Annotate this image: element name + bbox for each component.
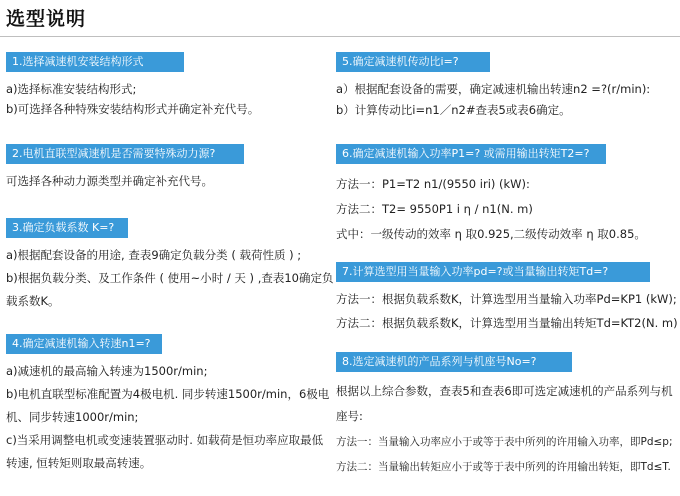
section-6 [336, 144, 646, 241]
section-8-heading: 8.选定减速机的产品系列与机座号No=? [336, 352, 572, 372]
section-5 [336, 52, 650, 117]
section-8-line-b: 座号: [336, 409, 363, 423]
section-8-line-a: 根据以上综合参数，查表5和查表6即可选定减速机的产品系列与机 [336, 384, 673, 398]
section-7 [336, 262, 678, 330]
section-5-line-a: a）根据配套设备的需要，确定减速机输出转速n2 =?(r/min): [336, 82, 651, 96]
section-7-line-b: 方法二：根据负载系数K，计算选型用当量输出转矩Td=KT2(N. m) [336, 316, 678, 330]
section-8-line-d: 方法二：当量输出转矩应小于或等于表中所列的许用输出转矩，即Td≤T. [336, 461, 671, 473]
section-4-line-d: c)当采用调整电机或变速装置驱动时. 如载荷是恒功率应取最低 [6, 433, 324, 447]
section-1-line-b: b)可选择各种特殊安装结构形式并确定补充代号。 [6, 102, 260, 116]
title-divider [0, 36, 680, 37]
section-4-heading: 4.确定减速机输入转速n1=? [6, 334, 162, 354]
section-3-heading: 3.确定负载系数 K=? [6, 218, 128, 238]
section-7-line-a: 方法一：根据负载系数K，计算选型用当量输入功率Pd=KP1 (kW); [336, 292, 677, 306]
section-8 [336, 352, 673, 474]
section-4-line-c: 机、同步转速1000r/min; [6, 410, 139, 424]
section-5-heading: 5.确定减速机传动比i=? [336, 52, 490, 72]
section-8-line-c: 方法一：当量输入功率应小于或等于表中所列的许用输入功率，即Pd≤p; [336, 436, 673, 448]
section-3-line-b: b)根据负载分类、及工作条件 ( 使用~小时 / 天 ) ,查表10确定负 [6, 271, 334, 285]
section-6-line-c: 式中：一级传动的效率 η 取0.925,二级传动效率 η 取0.85。 [336, 227, 646, 241]
section-4 [6, 334, 329, 470]
section-6-line-b: 方法二：T2= 9550P1 i η / n1(N. m) [336, 202, 533, 216]
section-1-line-a: a)选择标准安装结构形式; [6, 82, 137, 96]
section-4-line-b: b)电机直联型标准配置为4极电机. 同步转速1500r/min，6极电 [6, 387, 330, 401]
section-3 [6, 218, 334, 308]
section-6-line-a: 方法一：P1=T2 n1/(9550 iri) (kW): [336, 177, 530, 191]
page-title: 选型说明 [6, 8, 87, 30]
section-1-heading: 1.选择减速机安装结构形式 [6, 52, 184, 72]
section-2-line: 可选择各种动力源类型并确定补充代号。 [6, 174, 213, 188]
section-6-heading: 6.确定减速机输入功率P1=? 或需用输出转矩T2=? [336, 144, 606, 164]
section-7-heading: 7.计算选型用当量输入功率pd=?或当量输出转矩Td=? [336, 262, 650, 282]
section-5-line-b: b）计算传动比i=n1／n2#查表5或表6确定。 [336, 103, 571, 117]
section-3-line-c: 载系数K。 [6, 294, 60, 308]
section-3-line-a: a)根据配套设备的用途, 查表9确定负载分类 ( 载荷性质 ) ; [6, 248, 302, 262]
section-1 [6, 52, 259, 116]
section-2 [6, 144, 244, 188]
section-2-heading: 2.电机直联型减速机是否需要特殊动力源? [6, 144, 244, 164]
section-4-line-e: 转速, 恒转矩则取最高转速。 [6, 456, 152, 470]
section-4-line-a: a)减速机的最高输入转速为1500r/min; [6, 364, 208, 378]
